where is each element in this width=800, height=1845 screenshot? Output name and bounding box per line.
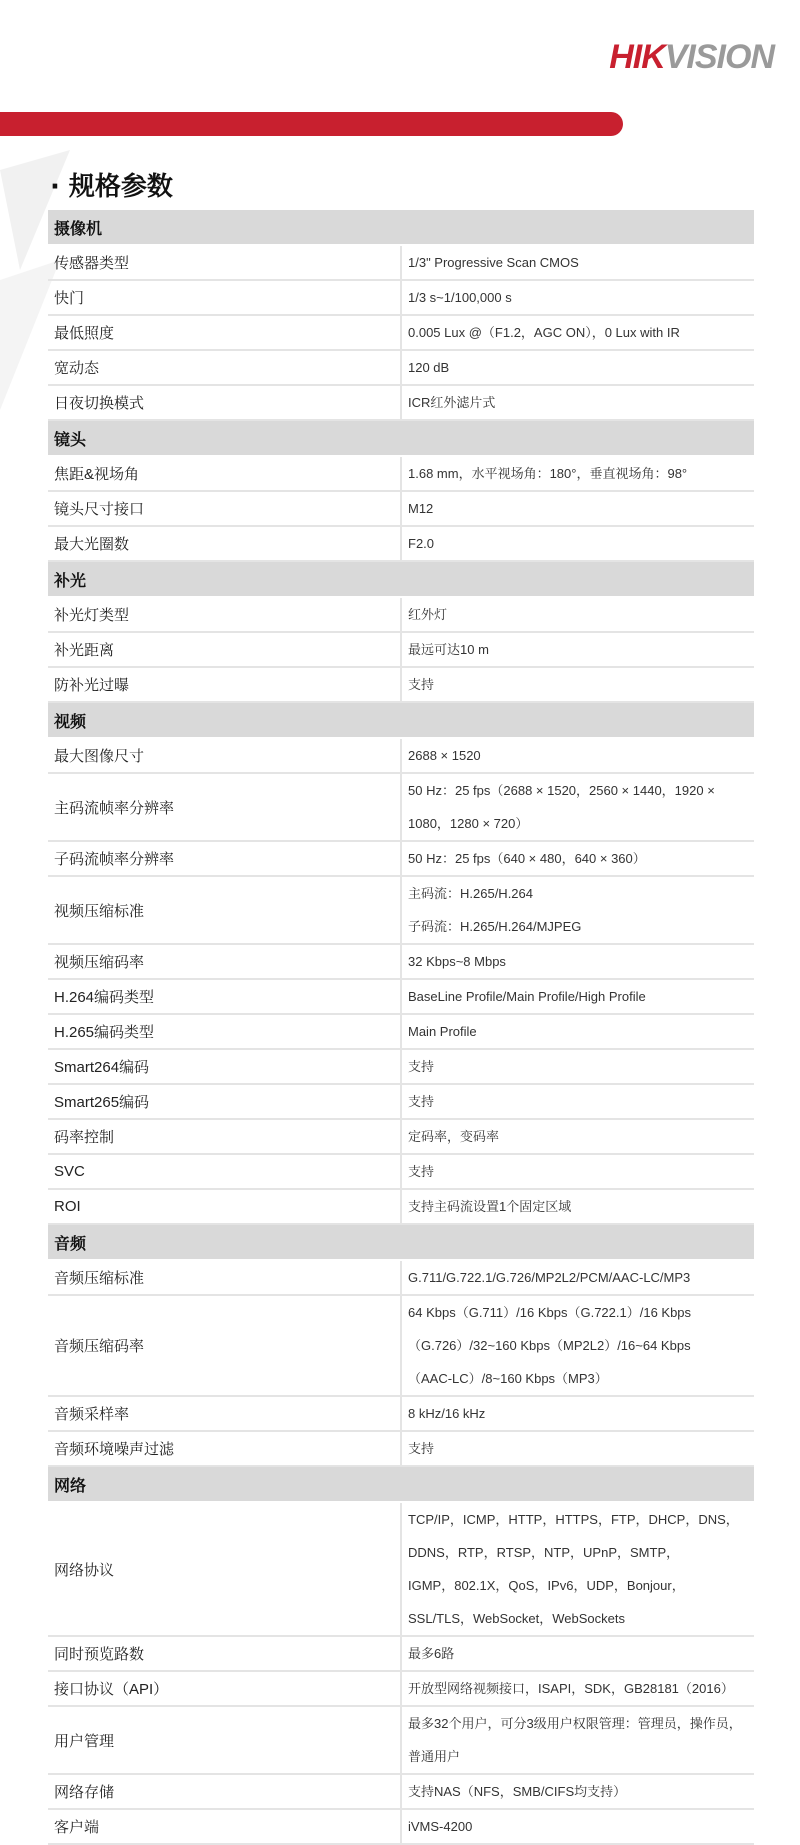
spec-row (48, 315, 754, 350)
spec-label: 宽动态 (48, 350, 401, 385)
spec-value-line: 支持 (408, 1441, 435, 1456)
spec-value (401, 1154, 754, 1189)
spec-value (401, 944, 754, 979)
spec-label: 音频压缩标准 (48, 1260, 401, 1295)
spec-value-line: 开放型网络视频接口，ISAPI，SDK，GB28181（2016） (408, 1681, 734, 1696)
spec-row (48, 350, 754, 385)
spec-value (401, 491, 754, 526)
spec-value (401, 1502, 754, 1636)
spec-value-line: 1.68 mm，水平视场角：180°，垂直视场角：98° (408, 466, 688, 481)
spec-label: 用户管理 (48, 1706, 401, 1774)
spec-value (401, 1295, 754, 1396)
spec-label: 镜头尺寸接口 (48, 491, 401, 526)
spec-row (48, 1014, 754, 1049)
spec-row (48, 1295, 754, 1396)
category-row (48, 420, 754, 456)
category-row (48, 1224, 754, 1260)
spec-label: 码率控制 (48, 1119, 401, 1154)
spec-value (401, 1396, 754, 1431)
spec-row (48, 1260, 754, 1295)
spec-label: Smart265编码 (48, 1084, 401, 1119)
spec-label: 防补光过曝 (48, 667, 401, 702)
spec-value (401, 1774, 754, 1809)
spec-label: ROI (48, 1189, 401, 1224)
spec-label: 补光灯类型 (48, 597, 401, 632)
spec-value (401, 1014, 754, 1049)
spec-value-line: 定码率，变码率 (408, 1129, 500, 1144)
spec-value (401, 597, 754, 632)
spec-value-line: 最多32个用户，可分3级用户权限管理：管理员，操作员，普通用户 (408, 1716, 742, 1764)
spec-value-line: TCP/IP，ICMP，HTTP，HTTPS，FTP，DHCP，DNS，DDNS，RTP，RTSP，NTP，UPnP，SMTP， (408, 1512, 739, 1560)
spec-row (48, 597, 754, 632)
spec-label: 接口协议（API） (48, 1671, 401, 1706)
spec-row (48, 1636, 754, 1671)
spec-row (48, 667, 754, 702)
spec-label: 音频采样率 (48, 1396, 401, 1431)
spec-label: 日夜切换模式 (48, 385, 401, 420)
spec-value (401, 1049, 754, 1084)
spec-value (401, 1260, 754, 1295)
spec-value (401, 1636, 754, 1671)
spec-label: 音频环境噪声过滤 (48, 1431, 401, 1466)
spec-value-line: iVMS-4200 (408, 1819, 473, 1834)
spec-label: 音频压缩码率 (48, 1295, 401, 1396)
spec-label: 补光距离 (48, 632, 401, 667)
spec-row (48, 245, 754, 280)
spec-value (401, 876, 754, 944)
spec-label: 传感器类型 (48, 245, 401, 280)
spec-label: 视频压缩码率 (48, 944, 401, 979)
spec-row (48, 738, 754, 773)
spec-label: H.264编码类型 (48, 979, 401, 1014)
spec-value (401, 1084, 754, 1119)
header-red-bar (0, 112, 623, 136)
spec-value-line: （AAC-LC）/8~160 Kbps（MP3） (408, 1371, 608, 1386)
category-label: 补光 (48, 561, 754, 597)
logo-rest: VISION (664, 38, 774, 76)
spec-label: 快门 (48, 280, 401, 315)
category-label: 镜头 (48, 420, 754, 456)
spec-value (401, 1671, 754, 1706)
spec-value (401, 1809, 754, 1844)
spec-value-line: 0.005 Lux @（F1.2，AGC ON），0 Lux with IR (408, 325, 680, 340)
spec-value-line: 1/3 s~1/100,000 s (408, 290, 512, 305)
spec-row (48, 1049, 754, 1084)
spec-value-line: 64 Kbps（G.711）/16 Kbps（G.722.1）/16 Kbps（G.726）/32~160 Kbps（MP2L2）/16~64 Kbps (408, 1305, 692, 1353)
spec-row (48, 456, 754, 491)
spec-row (48, 1774, 754, 1809)
spec-value-line: 50 Hz：25 fps（2688 × 1520，2560 × 1440，1920 × 1080，1280 × 720） (408, 783, 715, 831)
spec-value-line: 32 Kbps~8 Mbps (408, 954, 506, 969)
spec-value (401, 1119, 754, 1154)
spec-value (401, 526, 754, 561)
spec-label: 同时预览路数 (48, 1636, 401, 1671)
spec-row (48, 1396, 754, 1431)
spec-label: Smart264编码 (48, 1049, 401, 1084)
category-row (48, 702, 754, 738)
spec-value-line: 支持 (408, 1094, 435, 1109)
category-label: 音频 (48, 1224, 754, 1260)
spec-value-line: 支持主码流设置1个固定区域 (408, 1199, 572, 1214)
spec-label: 最大图像尺寸 (48, 738, 401, 773)
spec-row (48, 1706, 754, 1774)
spec-row (48, 979, 754, 1014)
spec-value (401, 350, 754, 385)
spec-value-line: BaseLine Profile/Main Profile/High Profile (408, 989, 646, 1004)
spec-table (48, 210, 754, 1845)
spec-row (48, 280, 754, 315)
spec-row (48, 491, 754, 526)
spec-value (401, 841, 754, 876)
category-row (48, 561, 754, 597)
category-label: 视频 (48, 702, 754, 738)
spec-value (401, 280, 754, 315)
logo-first: HIK (609, 38, 665, 76)
spec-value-line: F2.0 (408, 536, 435, 551)
spec-row (48, 1431, 754, 1466)
spec-value-line: 120 dB (408, 360, 450, 375)
brand-logo (609, 38, 774, 77)
spec-row (48, 632, 754, 667)
spec-value-line: 支持NAS（NFS，SMB/CIFS均支持） (408, 1784, 627, 1799)
category-label: 网络 (48, 1466, 754, 1502)
spec-value (401, 385, 754, 420)
spec-row (48, 1502, 754, 1636)
page-title: · 规格参数 (50, 172, 173, 202)
spec-row (48, 1671, 754, 1706)
spec-value (401, 773, 754, 841)
spec-row (48, 1189, 754, 1224)
spec-value (401, 315, 754, 350)
spec-label: 最低照度 (48, 315, 401, 350)
spec-label: 网络存储 (48, 1774, 401, 1809)
spec-value-line: IGMP，802.1X，QoS，IPv6，UDP，Bonjour，SSL/TLS，WebSocket，WebSockets (408, 1578, 685, 1626)
category-row (48, 210, 754, 245)
spec-value-line: 支持 (408, 677, 435, 692)
spec-value (401, 245, 754, 280)
spec-value-line: 8 kHz/16 kHz (408, 1406, 486, 1421)
spec-value-line: M12 (408, 501, 434, 516)
spec-value-line: 最远可达10 m (408, 642, 489, 657)
spec-row (48, 876, 754, 944)
spec-row (48, 526, 754, 561)
spec-label: 最大光圈数 (48, 526, 401, 561)
category-label: 摄像机 (48, 210, 754, 245)
spec-label: 客户端 (48, 1809, 401, 1844)
spec-table-body (48, 210, 754, 1844)
spec-value (401, 1189, 754, 1224)
spec-row (48, 1119, 754, 1154)
spec-row (48, 1084, 754, 1119)
spec-value-line: 2688 × 1520 (408, 748, 481, 763)
spec-value-line: ICR红外滤片式 (408, 395, 496, 410)
spec-value-line: Main Profile (408, 1024, 477, 1039)
spec-label: 视频压缩标准 (48, 876, 401, 944)
spec-value (401, 738, 754, 773)
spec-value (401, 456, 754, 491)
spec-value-line: 1/3" Progressive Scan CMOS (408, 255, 579, 270)
spec-value-line: 50 Hz：25 fps（640 × 480，640 × 360） (408, 851, 646, 866)
spec-row (48, 841, 754, 876)
spec-label: 焦距&视场角 (48, 456, 401, 491)
spec-row (48, 944, 754, 979)
spec-value-line: 最多6路 (408, 1646, 455, 1661)
spec-value-line: 支持 (408, 1164, 435, 1179)
spec-label: 主码流帧率分辨率 (48, 773, 401, 841)
spec-value (401, 632, 754, 667)
spec-value-line: 红外灯 (408, 607, 448, 622)
spec-label: SVC (48, 1154, 401, 1189)
spec-value-line: 主码流：H.265/H.264 (408, 886, 533, 901)
spec-value-line: G.711/G.722.1/G.726/MP2L2/PCM/AAC-LC/MP3 (408, 1270, 691, 1285)
spec-value-line: 支持 (408, 1059, 435, 1074)
spec-value (401, 979, 754, 1014)
spec-row (48, 385, 754, 420)
spec-value-line: 子码流：H.265/H.264/MJPEG (408, 919, 582, 934)
spec-value (401, 667, 754, 702)
spec-label: H.265编码类型 (48, 1014, 401, 1049)
spec-value (401, 1706, 754, 1774)
spec-row (48, 1809, 754, 1844)
spec-value (401, 1431, 754, 1466)
spec-row (48, 773, 754, 841)
spec-label: 子码流帧率分辨率 (48, 841, 401, 876)
spec-row (48, 1154, 754, 1189)
category-row (48, 1466, 754, 1502)
spec-label: 网络协议 (48, 1502, 401, 1636)
